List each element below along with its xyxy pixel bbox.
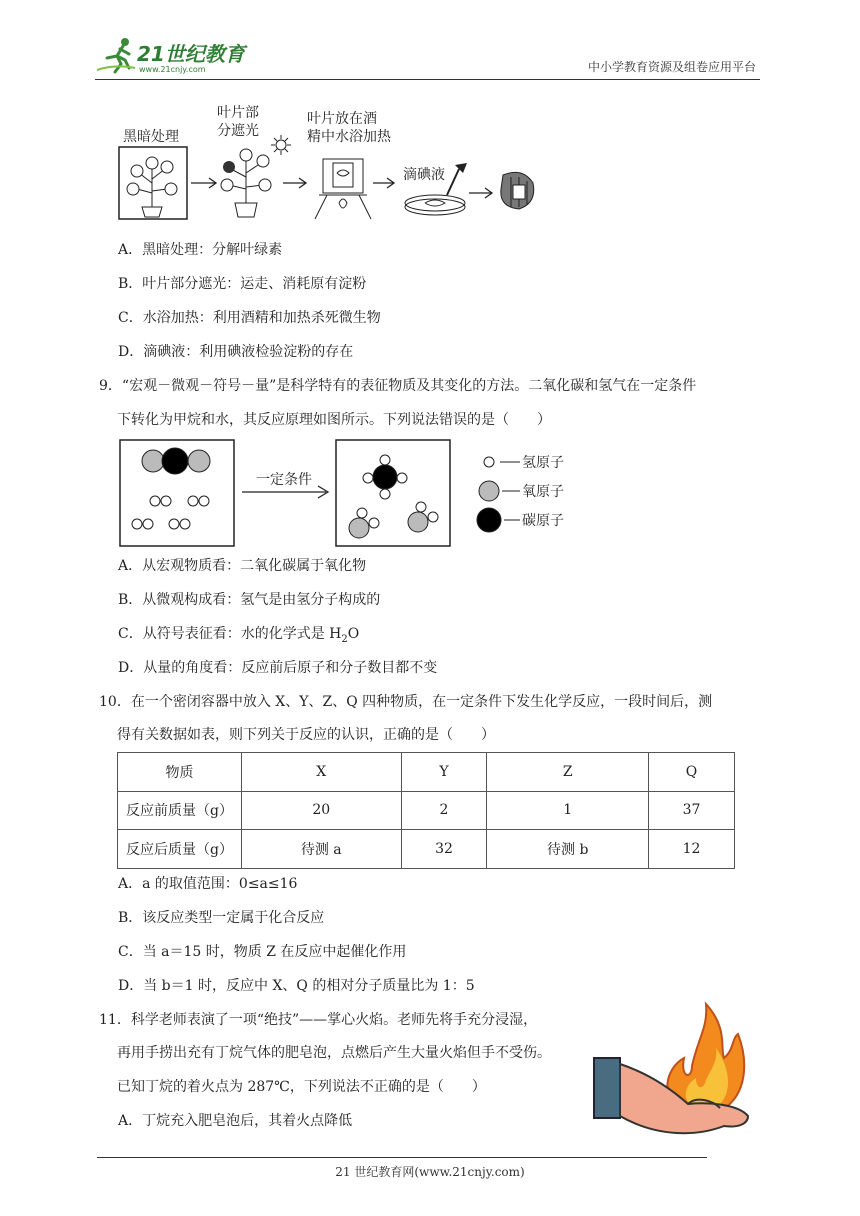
q8-option-a: A．黑暗处理：分解叶绿素 <box>118 242 283 258</box>
svg-text:www.21cnjy.com: www.21cnjy.com <box>139 65 206 74</box>
shaded-plant-icon <box>221 149 271 217</box>
arrow-icon <box>469 188 492 198</box>
table-row: 反应后质量（g） 待测 a 32 待测 b 12 <box>118 830 735 869</box>
q9-stem-line2: 下转化为甲烷和水，其反应原理如图所示。下列说法错误的是（ ） <box>117 412 551 428</box>
q9-stem-line1: 9．“宏观－微观－符号－量”是科学特有的表征物质及其变化的方法。二氧化碳和氢气在一定条件 <box>99 378 697 394</box>
logo <box>95 34 255 76</box>
q11-stem-line1: 11．科学老师表演了一项“绝技”——掌心火焰。老师先将手充分浸湿， <box>99 1012 538 1028</box>
arrow-icon <box>191 178 216 188</box>
h2o-molecules <box>349 502 438 538</box>
q10-stem-line1: 10．在一个密闭容器中放入 X、Y、Z、Q 四种物质，在一定条件下发生化学反应，一段时间后，测 <box>99 694 713 710</box>
table-row: 反应前质量（g） 20 2 1 37 <box>118 791 735 830</box>
q8-option-c: C．水浴加热：利用酒精和加热杀死微生物 <box>118 310 381 326</box>
svg-text:滴碘液: 滴碘液 <box>403 167 445 183</box>
carbon-atom-icon <box>477 508 501 532</box>
q9-option-c: C．从符号表征看：水的化学式是 $H_2O$ <box>118 626 360 645</box>
co2-molecule <box>142 448 210 474</box>
platform-name: 中小学教育资源及组卷应用平台 <box>587 60 756 74</box>
q10-option-d: D．当 b＝1 时，反应中 X、Q 的相对分子质量比为 1：5 <box>118 978 475 994</box>
runner-icon <box>97 38 135 72</box>
q9-option-b: B．从微观构成看：氢气是由氢分子构成的 <box>118 592 381 608</box>
arrow-icon <box>373 178 394 188</box>
flame-icon <box>667 1004 744 1110</box>
q10-option-a: A．a 的取值范围：0≤a≤16 <box>118 876 298 892</box>
page-header <box>95 32 760 80</box>
q10-stem-line2: 得有关数据如表，则下列关于反应的认识，正确的是（ ） <box>117 727 495 743</box>
ch4-molecule <box>363 455 407 499</box>
q11-stem-line2: 再用手捞出充有丁烷气体的肥皂泡，点燃后产生大量火焰但手不受伤。 <box>117 1045 551 1061</box>
arrow-icon <box>283 178 306 188</box>
svg-text:氢原子: 氢原子 <box>522 455 564 471</box>
step-dark-label: 黑暗处理 <box>123 129 179 145</box>
q10-option-c: C．当 a＝15 时，物质 Z 在反应中起催化作用 <box>118 944 407 960</box>
hydrogen-atom-icon <box>484 457 494 467</box>
palm-flame-figure <box>588 998 758 1143</box>
leaf-result-icon <box>501 172 534 209</box>
svg-text:叶片部: 叶片部 <box>217 105 259 121</box>
q8-option-d: D．滴碘液：利用碘液检验淀粉的存在 <box>118 344 354 360</box>
page-footer: 21 世纪教育网(www.21cnjy.com) <box>335 1165 525 1179</box>
svg-text:21世纪教育: 21世纪教育 <box>137 42 245 66</box>
svg-text:分遮光: 分遮光 <box>217 123 259 139</box>
svg-text:碳原子: 碳原子 <box>522 513 564 529</box>
svg-text:氧原子: 氧原子 <box>522 484 564 500</box>
q9-option-d: D．从量的角度看：反应前后原子和分子数目都不变 <box>118 660 438 676</box>
molecular-reaction-diagram <box>118 438 588 550</box>
q10-option-b: B．该反应类型一定属于化合反应 <box>118 910 325 926</box>
legend <box>477 455 564 532</box>
svg-text:精中水浴加热: 精中水浴加热 <box>307 129 391 145</box>
mass-data-table <box>117 752 735 869</box>
oxygen-atom-icon <box>479 481 499 501</box>
footer-divider <box>97 1157 707 1158</box>
water-bath-icon <box>315 159 371 219</box>
q8-option-b: B．叶片部分遮光：运走、消耗原有淀粉 <box>118 276 367 292</box>
reaction-condition: 一定条件 <box>256 472 312 488</box>
photosynthesis-experiment-figure <box>115 103 535 223</box>
svg-text:叶片放在酒: 叶片放在酒 <box>307 111 377 127</box>
plant-icon <box>127 157 177 217</box>
q9-option-a: A．从宏观物质看：二氧化碳属于氧化物 <box>118 558 367 574</box>
sun-icon <box>271 135 291 155</box>
table-row: 物质 X Y Z Q <box>118 753 735 792</box>
h2-molecules <box>132 496 209 529</box>
q11-stem-line3: 已知丁烷的着火点为 287℃，下列说法不正确的是（ ） <box>117 1079 486 1095</box>
q11-option-a: A．丁烷充入肥皂泡后，其着火点降低 <box>118 1113 353 1129</box>
